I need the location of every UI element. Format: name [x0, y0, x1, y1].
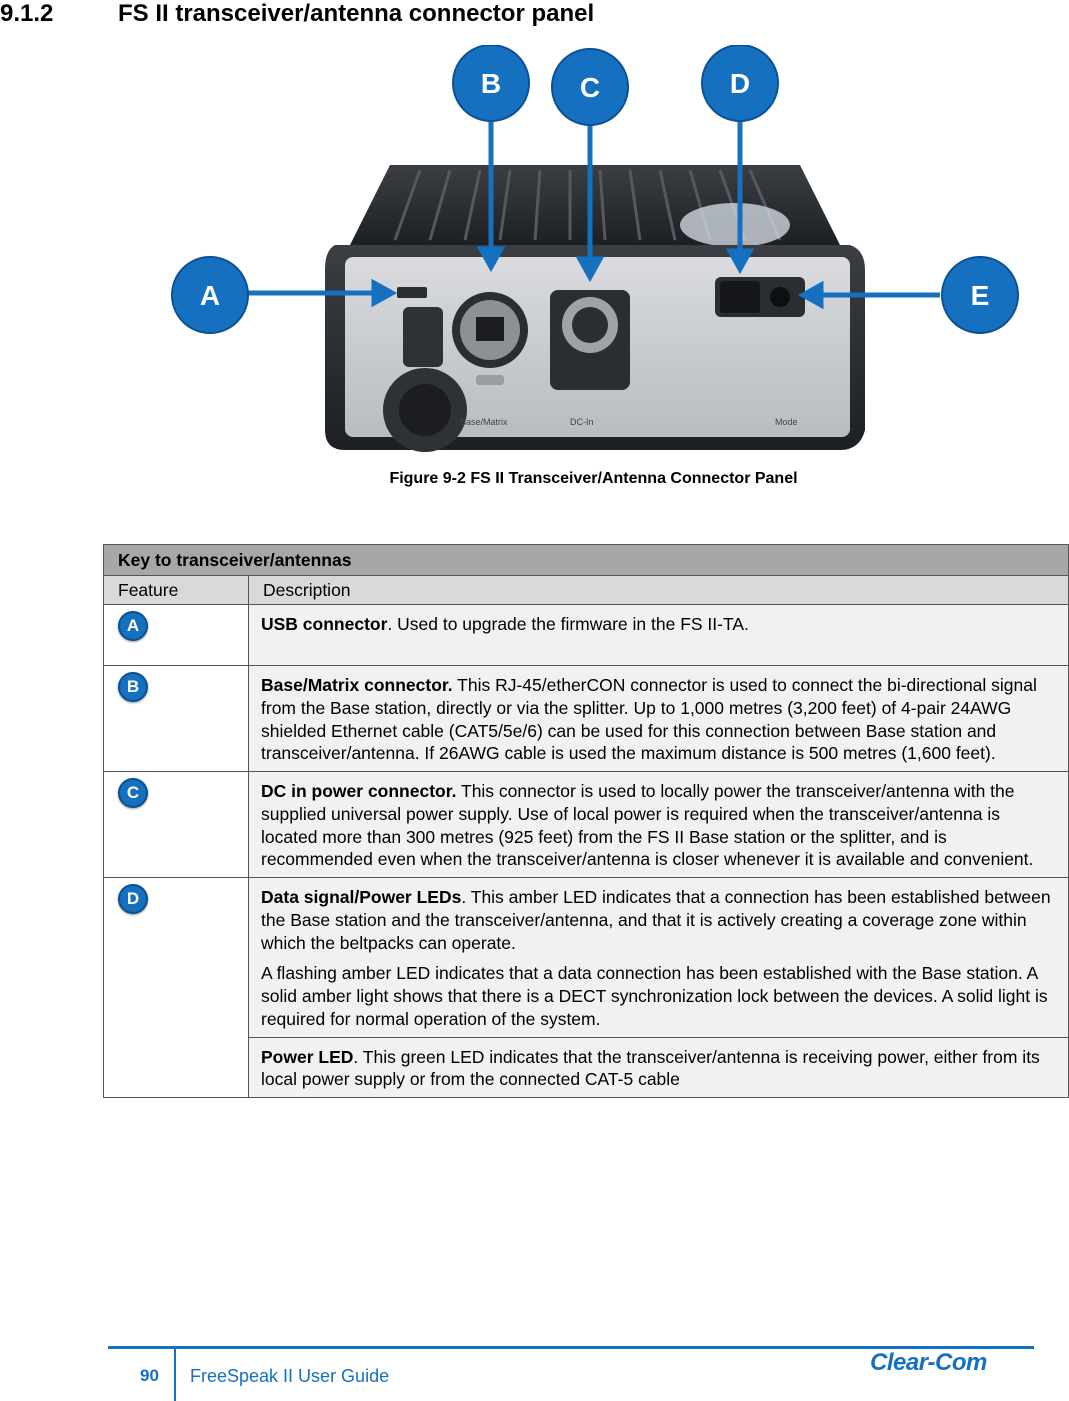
- led-window: [715, 277, 805, 317]
- badge-a-icon: A: [118, 611, 148, 641]
- usb-port-icon: [397, 287, 427, 298]
- page-number: 90: [140, 1366, 159, 1385]
- callout-a-label: A: [199, 280, 221, 311]
- callout-d-label: D: [729, 68, 751, 99]
- badge-b-icon: B: [118, 672, 148, 702]
- key-table: [103, 544, 1069, 1098]
- dc-in-connector-icon: [550, 290, 630, 390]
- section-heading: [0, 0, 594, 28]
- callout-e-label: E: [970, 280, 990, 311]
- description-cell: DC in power connector. This connector is used to locally power the transceiver/antenna with the supplied universal power supply. Use of local power is required when the transceiver/antenna is located more than 300 metres (925 feet) from the FS II Base station or the splitter, and is recommended even when the transceiver/antenna is closer whenever it is available and convenient.: [249, 772, 1069, 878]
- table-row: [104, 605, 1069, 666]
- table-row: [104, 1037, 1069, 1098]
- description-cell: Data signal/Power LEDs. This amber LED indicates that a connection has been established between the Base station and the transceiver/antenna, and that it is actively creating a coverage zone within which the beltpacks can operate. A flashing amber LED indicates that a data connection has been established with the Base station. A solid amber light shows that there is a DECT synchronization lock between the devices. A solid light is required for normal operation of the system.: [249, 878, 1069, 1038]
- description-cell: Base/Matrix connector. This RJ-45/etherCON connector is used to connect the bi-directional signal from the Base station, directly or via the splitter. Up to 1,000 metres (3,200 feet) of 4-pair 24AWG shielded Ethernet cable (CAT5/5e/6) can be used for this connection between Base station and transceiver/antenna. If 26AWG cable is used the maximum distance is 500 metres (1,600 feet).: [249, 666, 1069, 772]
- guide-title: FreeSpeak II User Guide: [190, 1366, 390, 1386]
- description-cell: USB connector. Used to upgrade the firmware in the FS II-TA.: [249, 605, 1069, 666]
- table-row: [104, 772, 1069, 878]
- clear-com-logo: Clear-Com: [870, 1349, 987, 1376]
- callout-b-label: B: [480, 68, 502, 99]
- table-row: [104, 878, 1069, 1038]
- panel-label-mode: Mode: [775, 417, 798, 427]
- column-header-feature: Feature: [104, 576, 249, 605]
- table-title: Key to transceiver/antennas: [104, 545, 1069, 576]
- description-cell: Power LED. This green LED indicates that the transceiver/antenna is receiving power, either from its local power supply or from the connected CAT-5 cable: [249, 1037, 1069, 1098]
- callout-c-label: C: [579, 72, 601, 103]
- section-title: FS II transceiver/antenna connector panel: [118, 0, 595, 27]
- panel-label-base-matrix: Base/Matrix: [460, 417, 508, 427]
- panel-label-dc-in: DC-In: [570, 417, 594, 427]
- connector-panel-figure: [160, 45, 1030, 460]
- table-row: [104, 666, 1069, 772]
- figure-caption: Figure 9-2 FS II Transceiver/Antenna Connector Panel: [389, 470, 798, 487]
- footer-separator: [174, 1347, 176, 1401]
- section-number: 9.1.2: [0, 0, 54, 27]
- badge-d-icon: D: [118, 884, 148, 914]
- badge-c-icon: C: [118, 778, 148, 808]
- column-header-description: Description: [249, 576, 1069, 605]
